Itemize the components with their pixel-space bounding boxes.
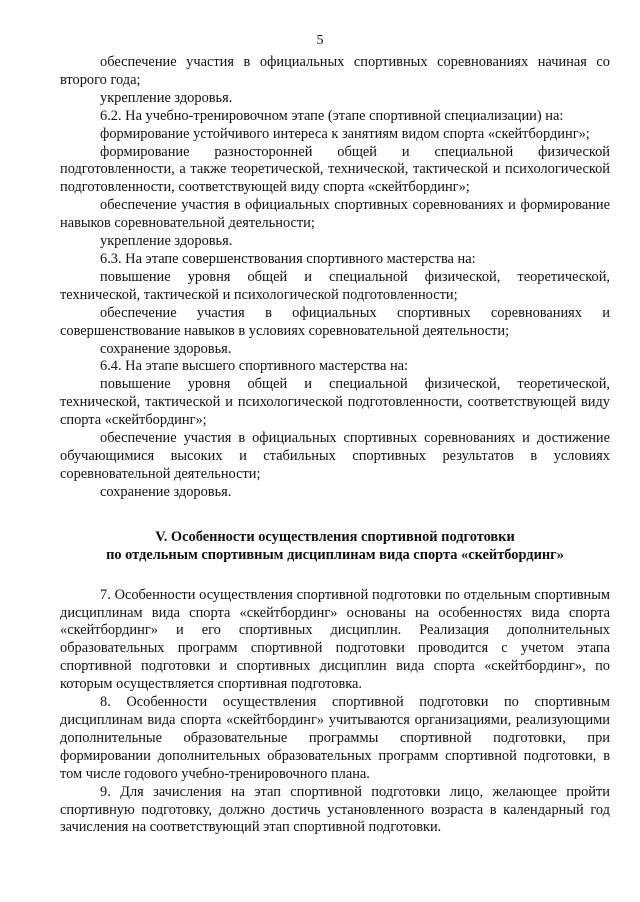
page-number: 5 (316, 33, 324, 48)
paragraph: обеспечение участия в официальных спортивных соревнованиях и формирование навыков соревновательной деятельности; (60, 197, 610, 232)
paragraph: формирование разносторонней общей и специальной физической подготовленности, а также теоретической, технической, тактической и психологической подготовленности, соответствующей виду спорта «скейтбординг»; (60, 143, 610, 196)
paragraph: обеспечение участия в официальных спортивных соревнованиях начиная со второго года; (60, 54, 610, 88)
document-body (60, 54, 610, 837)
paragraph: обеспечение участия в официальных спортивных соревнованиях и совершенствование навыков в условиях соревновательной деятельности; (60, 304, 610, 339)
paragraph: 7. Особенности осуществления спортивной подготовки по отдельным спортивным дисциплинам вида спорта «скейтбординг» основаны на особенностях вида спорта «скейтбординг» и его спортивных дисциплин. Реализация дополнительных образовательных программ спортивной подготовки проводится с учетом этапа спортивной подготовки и спортивных дисциплин вида спорта «скейтбординг», по которым осуществляется спортивная подготовка. (60, 586, 610, 693)
paragraph: формирование устойчивого интереса к занятиям видом спорта «скейтбординг»; (100, 125, 590, 142)
paragraph: обеспечение участия в официальных спортивных соревнованиях и достижение обучающимися высоких и стабильных спортивных результатов в условиях соревновательной деятельности; (60, 430, 610, 482)
section-heading (60, 528, 610, 564)
section-heading-line-2: по отдельным спортивным дисциплинам вида спорта «скейтбординг» (106, 546, 564, 563)
paragraph: 6.3. На этапе совершенствования спортивного мастерства на: (100, 250, 476, 267)
paragraph: повышение уровня общей и специальной физической, теоретической, технической, тактической и психологической подготовленности; (60, 268, 610, 303)
paragraph: 6.4. На этапе высшего спортивного мастерства на: (100, 358, 409, 375)
paragraph: 6.2. На учебно-тренировочном этапе (этапе спортивной специализации) на: (100, 107, 564, 124)
paragraph: укрепление здоровья. (100, 233, 233, 250)
section-heading-line-1: V. Особенности осуществления спортивной подготовки (155, 528, 515, 545)
paragraph: укрепление здоровья. (100, 89, 233, 106)
paragraph: 9. Для зачисления на этап спортивной подготовки лицо, желающее пройти спортивную подготовку, должно достичь установленного возраста в календарный год зачисления на соответствующий этап спортивной подготовки. (60, 783, 610, 836)
paragraph: сохранение здоровья. (100, 483, 232, 500)
paragraph: сохранение здоровья. (100, 340, 232, 357)
paragraph: повышение уровня общей и специальной физической, теоретической, технической, тактической и психологической подготовленности, соответствующей виду спорта «скейтбординг»; (60, 376, 610, 429)
paragraph: 8. Особенности осуществления спортивной подготовки по спортивным дисциплинам вида спорта «скейтбординг» учитываются организациями, реализующими дополнительные образовательные программы спортивной подготовки, при формировании дополнительных образовательных программ спортивной подготовки, в том числе годового учебно-тренировочного плана. (60, 694, 610, 782)
